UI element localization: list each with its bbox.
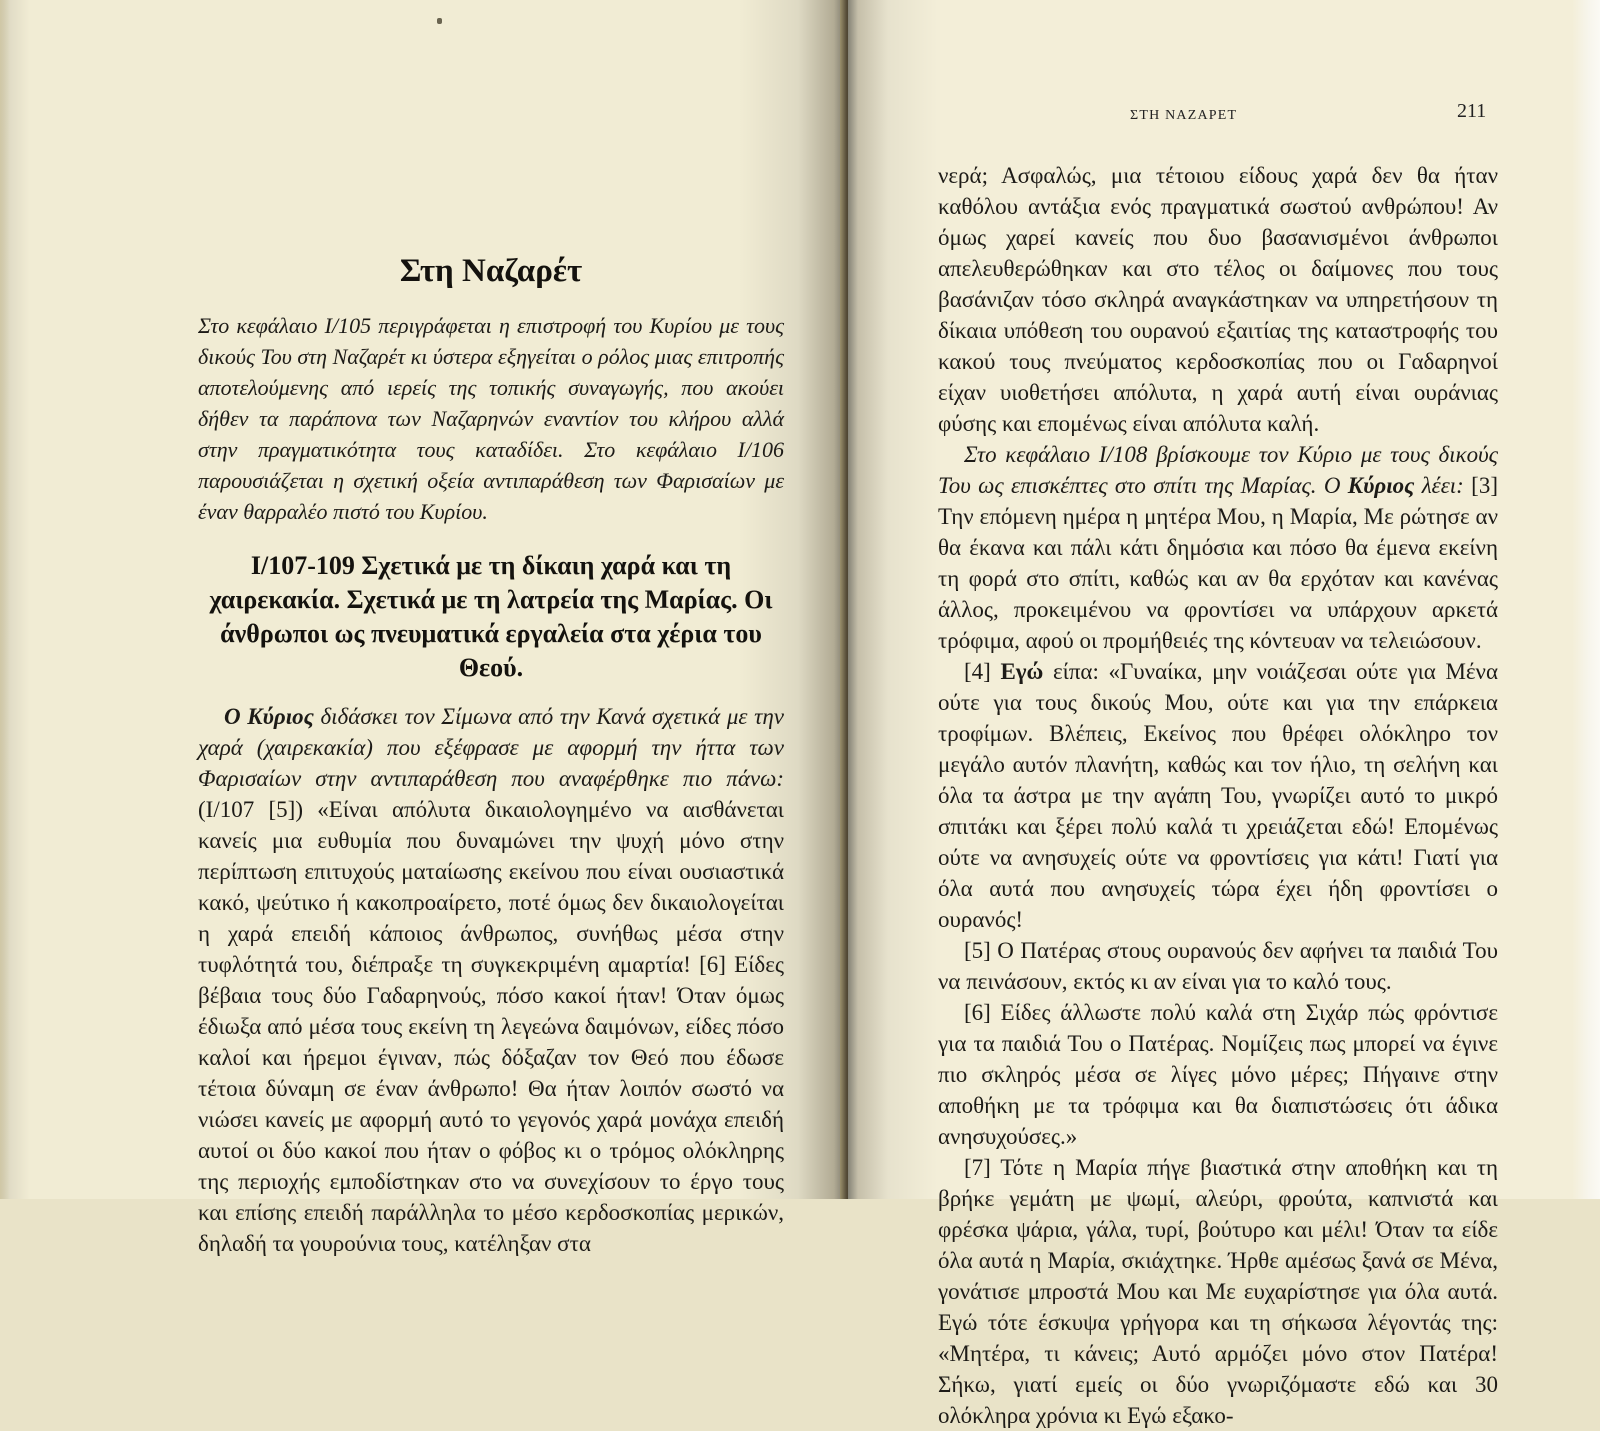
lord-label-prefix [198, 704, 784, 791]
left-page-edge [0, 0, 10, 1199]
running-head: ΣΤΗ ΝΑΖΑΡΕΤ [1130, 108, 1238, 123]
print-speck [437, 18, 442, 24]
right-page-edge [1572, 0, 1600, 1199]
verse-number-4: [4] [964, 659, 1001, 684]
lord-label: O Κύριος [224, 704, 314, 729]
right-page-text [938, 160, 1498, 1431]
says-label: λέει: [1414, 473, 1464, 498]
quote-text: «Είναι απόλυτα δικαιολογημένο να αισθάνεται κανείς μια ευθυμία που δυναμώνει την ψυχή μόνο στην περίπτωση επιτυχούς ματαίωσης εκείνου που είναι ουσιαστικά κακό, ψεύτικο ή κακοπροαίρετο, ποτέ όμως δεν δικαιολογείται η χαρά επειδή κάποιος άνθρωπος, συνήθως μέσα στην τυφλότητά του, διέπραξε τη συγκεκριμένη αμαρτία! [6] Είδες βέβαια τους δύο Γαδαρηνούς, πόσο κακοί ήταν! Όταν όμως έδιωξα από μέσα τους εκείνη τη λεγεώνα δαιμόνων, είδες πόσο καλοί και ήρεμοι έγιναν, πώς δόξαζαν τον Θεό που έδωσε τέτοια δύναμη σε έναν άνθρωπο! Θα ήταν λοιπόν σωστό να νιώσει κανείς με αφορμή αυτό το γεγονός χαρά μονάχα επειδή αυτοί οι δύο κακοί που ήταν ο φόβος κι ο τρόμος ολόκληρης της περιοχής εμποδίστηκαν στο να συνεχίσουν το έργο τους και επίσης επειδή παράλληλα το μέσο κερδοσκοπίας μερικών, δηλαδή τα γουρούνια τους, κατέληξαν στα [198, 797, 784, 1256]
right-paragraph-2-text: [3] Την επόμενη ημέρα η μητέρα Μου, η Μαρία, Με ρώτησε αν θα έκανα και πάλι κάτι δημόσια και πόσο θα έμενα εκείνη τη φορά στο σπίτι, καθώς και αν θα ερχόταν και κανένας άλλος, προκειμένου να φροντίσει να υπάρχουν αρκετά τρόφιμα, αφού οι προμήθειές της κόντευαν να τελειώσουν. [938, 473, 1498, 653]
lord-label-right: Κύριος [1347, 473, 1415, 498]
left-paragraph-1 [198, 701, 784, 1259]
right-paragraph-2 [938, 439, 1498, 656]
right-paragraph-5: [6] Είδες άλλωστε πολύ καλά στη Σιχάρ πώς φρόντισε για τα παιδιά Του ο Πατέρας. Νομίζεις πως μπορεί να έγινε πιο σκληρός μέσα σε λίγες μόνο μέρες; Πήγαινε στην αποθήκη με τα τρόφιμα και θα διαπιστώσεις ότι άδικα ανησυχούσες.» [938, 1000, 1498, 1149]
ego-label: Εγώ [1000, 659, 1044, 684]
intro-italic-text: διδάσκει τον Σίμωνα από την Κανά σχετικά με την χαρά (χαιρεκακία) που εξέφρασε με αφορμή την ήττα των Φαρισαίων στην αντιπαράθεση που αναφέρθηκε πιο πάνω: [198, 704, 784, 791]
left-page-text [198, 250, 784, 1259]
left-page [0, 0, 848, 1256]
chapter-ref-italic: Στο κεφάλαιο I/108 βρίσκουμε τον Κύριο με τους δικούς Του ως επισκέπτες στο σπίτι της Μαρίας. O [938, 442, 1498, 498]
right-paragraph-3 [938, 656, 1498, 935]
section-heading: I/107-109 Σχετικά με τη δίκαιη χαρά και τη χαιρεκακία. Σχετικά με τη λατρεία της Μαρίας. Οι άνθρωποι ως πνευματικά εργαλεία στα χέρια του Θεού. [209, 551, 773, 682]
chapter-intro: Στο κεφάλαιο I/105 περιγράφεται η επιστροφή του Κυρίου με τους δικούς Του στη Ναζαρέτ κι ύστερα εξηγείται ο ρόλος μιας επιτροπής αποτελούμενης από ιερείς της τοπικής συναγωγής, που ακούει δήθεν τα παράπονα των Ναζαρηνών εναντίον του κλήρου αλλά στην πραγματικότητα τους καταδίδει. Στο κεφάλαιο I/106 παρουσιάζεται η σχετική οξεία αντιπαράθεση των Φαρισαίων με έναν θαρραλέο πιστό του Κυρίου. [198, 313, 784, 524]
page-number: 211 [1457, 100, 1487, 122]
reference: (I/107 [5]) [198, 797, 303, 822]
right-paragraph-4: [5] Ο Πατέρας στους ουρανούς δεν αφήνει τα παιδιά Του να πεινάσουν, εκτός κι αν είναι για το καλό τους. [938, 938, 1498, 994]
right-paragraph-3-text: είπα: «Γυναίκα, μην νοιάζεσαι ούτε για Μένα ούτε για τους δικούς Μου, ούτε και για την επάρκεια τροφίμων. Βλέπεις, Εκείνος που θρέφει ολόκληρο τον μεγάλο αυτόν πλανήτη, καθώς και τον ήλιο, τη σελήνη και όλα τα άστρα με την αγάπη Του, γνωρίζει αυτό το μικρό σπιτάκι και ξέρει πολύ καλά τι χρειάζεται εδώ! Επομένως ούτε να ανησυχείς ούτε να φροντίσεις για κάτι! Γιατί για όλα αυτά που ανησυχείς τώρα έχει ήδη φροντίσει ο ουρανός! [938, 659, 1498, 932]
right-paragraph-1: νερά; Ασφαλώς, μια τέτοιου είδους χαρά δεν θα ήταν καθόλου αντάξια ενός πραγματικά σωστού ανθρώπου! Αν όμως χαρεί κανείς που δυο βασανισμένοι άνθρωποι απελευθερώθηκαν και στο τέλος οι δαίμονες που τους βασάνιζαν τόσο σκληρά αναγκάστηκαν να υπηρετήσουν τη δίκαια υπόθεση του ουρανού εξαιτίας της καταστροφής του κακού τους πνεύματος κερδοσκοπίας που οι Γαδαρηνοί είχαν υιοθετήσει απόλυτα, η χαρά αυτή είναι ουράνιας φύσης και επομένως είναι απόλυτα καλή. [938, 163, 1498, 436]
right-paragraph-6: [7] Τότε η Μαρία πήγε βιαστικά στην αποθήκη και τη βρήκε γεμάτη με ψωμί, αλεύρι, φρούτα, καπνιστά και φρέσκα ψάρια, γάλα, τυρί, βούτυρο και μέλι! Όταν τα είδε όλα αυτά η Μαρία, σκιάχτηκε. Ήρθε αμέσως ξανά σε Μένα, γονάτισε μπροστά Μου και Με ευχαρίστησε για όλα αυτά. Εγώ τότε έσκυψα γρήγορα και τη σήκωσα λέγοντάς της: «Μητέρα, τι κάνεις; Αυτό αρμόζει μόνο στον Πατέρα! Σήκω, γιατί εμείς οι δύο γνωριζόμαστε εδώ και 30 ολόκληρα χρόνια κι Εγώ εξακο- [938, 1155, 1498, 1428]
chapter-title: Στη Ναζαρέτ [399, 253, 583, 289]
